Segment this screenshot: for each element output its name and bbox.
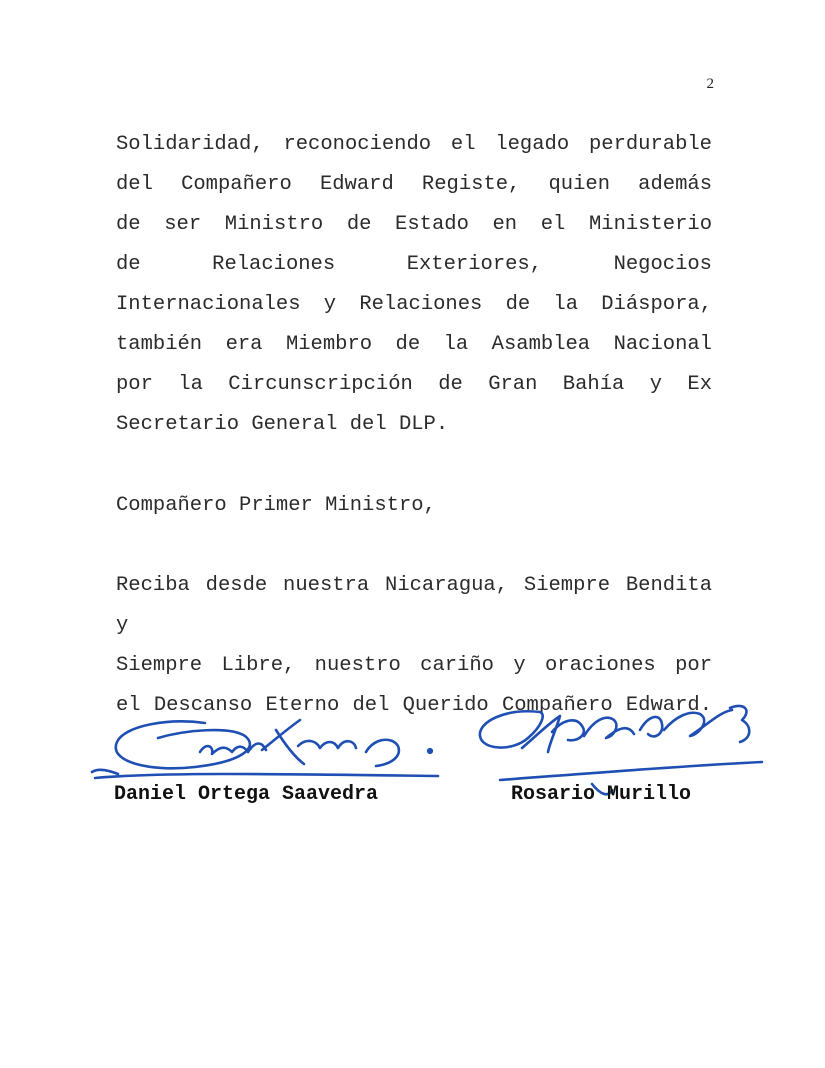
- text-line: por la Circunscripción de Gran Bahía y Ex: [116, 373, 712, 396]
- signer-name-rosario-murillo: Rosario Murillo: [511, 783, 692, 806]
- text-line: de Relaciones Exteriores, Negocios: [116, 253, 712, 276]
- signer-name-daniel-ortega: Daniel Ortega Saavedra: [114, 783, 379, 806]
- text-line: Secretario General del DLP.: [116, 413, 449, 436]
- salutation: Compañero Primer Ministro,: [116, 494, 436, 517]
- text-line: Solidaridad, reconociendo el legado perdurable: [116, 133, 712, 156]
- signature-1: [92, 720, 438, 778]
- text-line: Siempre Libre, nuestro cariño y oraciones por: [116, 654, 712, 677]
- paragraph-tribute: [116, 125, 712, 445]
- page-number: 2: [706, 76, 714, 92]
- text-line: de ser Ministro de Estado en el Ministerio: [116, 213, 712, 236]
- text-line: también era Miembro de la Asamblea Nacional: [116, 333, 712, 356]
- text-line: del Compañero Edward Registe, quien además: [116, 173, 712, 196]
- signature-2: [480, 706, 762, 794]
- text-line: Internacionales y Relaciones de la Diáspora,: [116, 293, 712, 316]
- text-line: el Descanso Eterno del Querido Compañero Edward.: [116, 694, 712, 717]
- text-line: Reciba desde nuestra Nicaragua, Siempre Bendita y: [116, 574, 712, 637]
